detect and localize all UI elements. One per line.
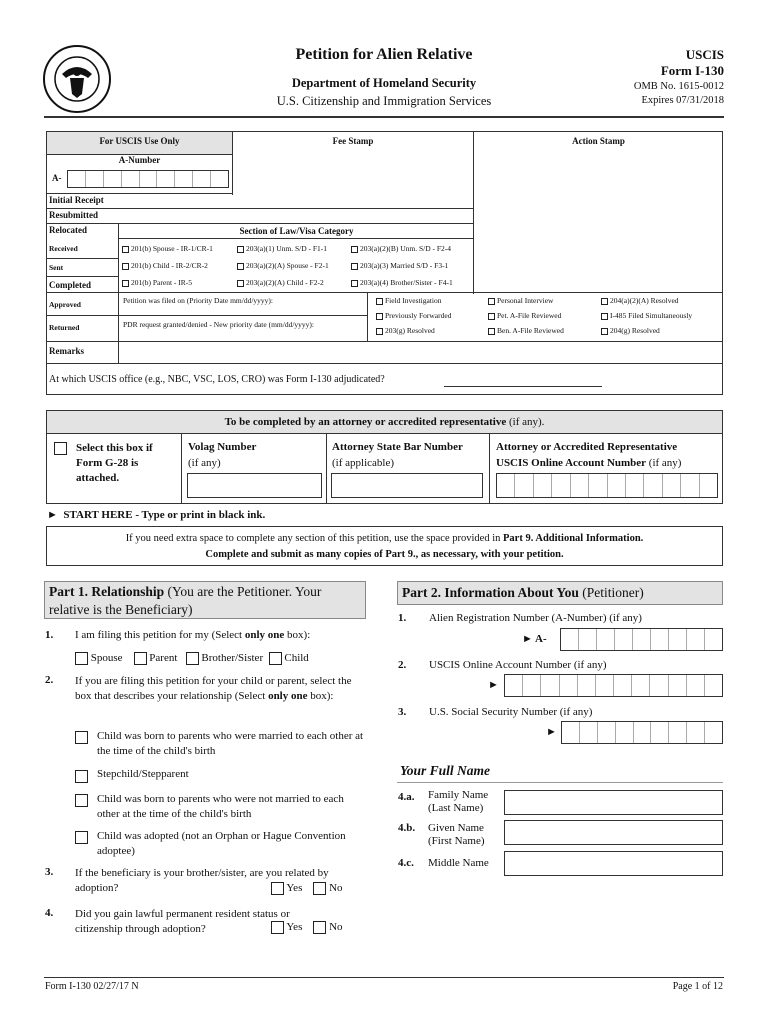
p2-q3-text: U.S. Social Security Number (if any): [429, 706, 593, 718]
q4-no-checkbox[interactable]: [313, 921, 326, 934]
p1-q1-text: I am filing this petition for my (Select only one box):: [75, 629, 311, 641]
p2-q2-num: 2.: [398, 659, 407, 671]
p2-q1-num: 1.: [398, 612, 407, 624]
relocated-label: Relocated: [49, 225, 87, 235]
visa-option: 201(b) Child - IR-2/CR-2: [131, 261, 208, 270]
sent-label: Sent: [49, 263, 64, 272]
attorney-header: To be completed by an attorney or accredited representative (if any).: [47, 411, 722, 433]
born-unmarried-checkbox[interactable]: [75, 794, 88, 807]
attorney-account-input[interactable]: [496, 473, 718, 498]
footer-page-number: Page 1 of 12: [672, 981, 723, 992]
office-check: Pet. A-File Reviewed: [497, 311, 562, 320]
online-account-input[interactable]: [504, 674, 723, 697]
parent-checkbox[interactable]: [134, 652, 147, 665]
section-of-law-label: Section of Law/Visa Category: [239, 226, 354, 236]
omb-number: OMB No. 1615-0012: [633, 81, 724, 92]
p1-q3-text: If the beneficiary is your brother/sister, are you related by adoption?: [75, 867, 329, 894]
q3-yes-checkbox[interactable]: [271, 882, 284, 895]
visa-option: 201(b) Parent - IR-5: [131, 278, 193, 287]
extra-space-notice: If you need extra space to complete any section of this petition, use the space provided in Part 9. Additional Information. Complete and submit as many copies of Part 9., as necessary, with your petition.: [46, 526, 723, 566]
visa-option: 203(a)(4) Brother/Sister - F4-1: [360, 278, 453, 287]
p1-q1-num: 1.: [45, 629, 54, 641]
stepchild-label: Stepchild/Stepparent: [97, 768, 189, 780]
given-name-label: Given Name (First Name): [428, 822, 485, 847]
p2-q1-text: Alien Registration Number (A-Number) (if any): [429, 612, 642, 624]
approved-label: Approved: [49, 300, 81, 309]
office-check: Previously Forwarded: [385, 311, 452, 320]
for-uscis-use-only: For USCIS Use Only: [99, 136, 180, 146]
part2-header: Part 2. Information About You (Petitioner): [397, 581, 723, 605]
volag-sub: (if any): [188, 457, 221, 469]
alien-number-input[interactable]: [560, 628, 723, 651]
office-check: 203(g) Resolved: [385, 326, 435, 335]
n4a: 4.a.: [398, 791, 415, 803]
n4c: 4.c.: [398, 857, 414, 869]
full-name-heading: Your Full Name: [400, 763, 491, 778]
p1-q4-text: Did you gain lawful permanent resident status or citizenship through adoption?: [75, 908, 290, 935]
q4-yes-no: [271, 921, 343, 934]
p1-q4-num: 4.: [45, 907, 54, 919]
a-number-label: A-Number: [118, 155, 161, 165]
footer-form-id: Form I-130 02/27/17 N: [45, 981, 139, 992]
arrow-icon: ►: [546, 726, 557, 738]
returned-label: Returned: [49, 323, 80, 332]
uscis-label: USCIS: [685, 47, 724, 62]
dhs-seal: [42, 44, 112, 114]
q3-no-checkbox[interactable]: [313, 882, 326, 895]
ssn-input[interactable]: [561, 721, 723, 744]
born-unmarried-label: Child was born to parents who were not married to each other at the time of the child's birth: [97, 793, 344, 820]
p1-q2-num: 2.: [45, 674, 54, 686]
volag-label: Volag Number: [188, 441, 257, 453]
form-number: Form I-130: [660, 63, 724, 78]
visa-option: 203(a)(2)(A) Spouse - F2-1: [246, 261, 329, 270]
part1-header: Part 1. Relationship (You are the Petitioner. Your relative is the Beneficiary): [44, 581, 366, 619]
received-label: Received: [49, 244, 78, 253]
p1-q3-num: 3.: [45, 866, 54, 878]
stepchild-checkbox[interactable]: [75, 770, 88, 783]
adopted-label: Child was adopted (not an Orphan or Hague Convention adoptee): [97, 830, 346, 857]
agency: U.S. Citizenship and Immigration Services: [276, 94, 492, 108]
visa-option: 201(b) Spouse - IR-1/CR-1: [131, 244, 213, 253]
arrow-icon: ►: [488, 679, 499, 691]
remarks-label: Remarks: [49, 346, 84, 356]
office-a-number-boxes: [67, 170, 229, 188]
yes-label: Yes: [286, 921, 303, 934]
office-check: Personal Interview: [497, 296, 554, 305]
no-label: No: [329, 882, 343, 895]
expiration: Expires 07/31/2018: [641, 95, 724, 106]
bar-number-sub: (if applicable): [332, 457, 394, 469]
q4-yes-checkbox[interactable]: [271, 921, 284, 934]
attorney-account-label: Attorney or Accredited Representative: [496, 441, 678, 453]
petition-filed-label: Petition was filed on (Priority Date mm/dd/yyyy):: [123, 296, 273, 305]
visa-option: 203(a)(3) Married S/D - F3-1: [360, 261, 449, 270]
yes-label: Yes: [286, 882, 303, 895]
family-name-input[interactable]: [504, 790, 723, 815]
resubmitted-label: Resubmitted: [49, 210, 98, 220]
p2-q2-text: USCIS Online Account Number (if any): [429, 659, 607, 671]
office-check: Field Investigation: [385, 296, 442, 305]
visa-grid: [122, 244, 474, 295]
spouse-checkbox[interactable]: [75, 652, 88, 665]
p1-q2-text: If you are filing this petition for your child or parent, select the box that describes your relationship (Select only one box):: [75, 675, 352, 702]
n4b: 4.b.: [398, 822, 416, 834]
option-label: Parent: [149, 652, 178, 665]
office-check: Ben. A-File Reviewed: [497, 326, 564, 335]
visa-option: 203(a)(1) Unm. S/D - F1-1: [246, 244, 328, 253]
option-label: Spouse: [90, 652, 123, 665]
adopted-checkbox[interactable]: [75, 831, 88, 844]
p2-q3-num: 3.: [398, 706, 407, 718]
middle-name-input[interactable]: [504, 851, 723, 876]
given-name-input[interactable]: [504, 820, 723, 845]
department: Department of Homeland Security: [291, 76, 477, 90]
child-checkbox[interactable]: [269, 652, 282, 665]
office-check-grid: [376, 296, 724, 341]
relationship-options: [75, 652, 309, 665]
header-rule: [44, 116, 724, 118]
volag-number-input[interactable]: [187, 473, 322, 498]
q3-yes-no: [271, 882, 343, 895]
bar-number-label: Attorney State Bar Number: [332, 441, 463, 453]
fee-stamp-label: Fee Stamp: [332, 136, 374, 146]
brother-sister-checkbox[interactable]: [186, 652, 199, 665]
born-married-label: Child was born to parents who were married to each other at the time of the child's birth: [97, 730, 364, 757]
adjudicated-question: At which USCIS office (e.g., NBC, VSC, LOS, CRO) was Form I-130 adjudicated?: [49, 374, 385, 385]
pdr-request-label: PDR request granted/denied - New priority date (mm/dd/yyyy):: [123, 320, 314, 329]
option-label: Child: [284, 652, 309, 665]
attorney-account-label-2: USCIS Online Account Number (if any): [496, 457, 682, 469]
family-name-label: Family Name (Last Name): [428, 789, 489, 814]
office-check: 204(a)(2)(A) Resolved: [610, 296, 679, 305]
start-here: ► START HERE - Type or print in black ink.: [47, 509, 266, 521]
born-married-checkbox[interactable]: [75, 731, 88, 744]
p2-a-prefix: ► A-: [522, 633, 547, 645]
option-label: Brother/Sister: [201, 652, 264, 665]
g28-label: Select this box if Form G-28 is attached.: [76, 442, 153, 484]
office-check: 204(g) Resolved: [610, 326, 660, 335]
middle-name-label: Middle Name: [428, 857, 489, 869]
visa-option: 203(a)(2)(B) Unm. S/D - F2-4: [360, 244, 452, 253]
a-prefix: A-: [52, 173, 62, 183]
g28-checkbox[interactable]: [54, 442, 67, 455]
completed-label: Completed: [49, 280, 91, 290]
visa-option: 203(a)(2)(A) Child - F2-2: [246, 278, 324, 287]
form-title: Petition for Alien Relative: [295, 46, 473, 63]
initial-receipt-label: Initial Receipt: [49, 195, 104, 205]
office-check: I-485 Filed Simultaneously: [610, 311, 693, 320]
no-label: No: [329, 921, 343, 934]
action-stamp-label: Action Stamp: [572, 136, 625, 146]
bar-number-input[interactable]: [331, 473, 483, 498]
